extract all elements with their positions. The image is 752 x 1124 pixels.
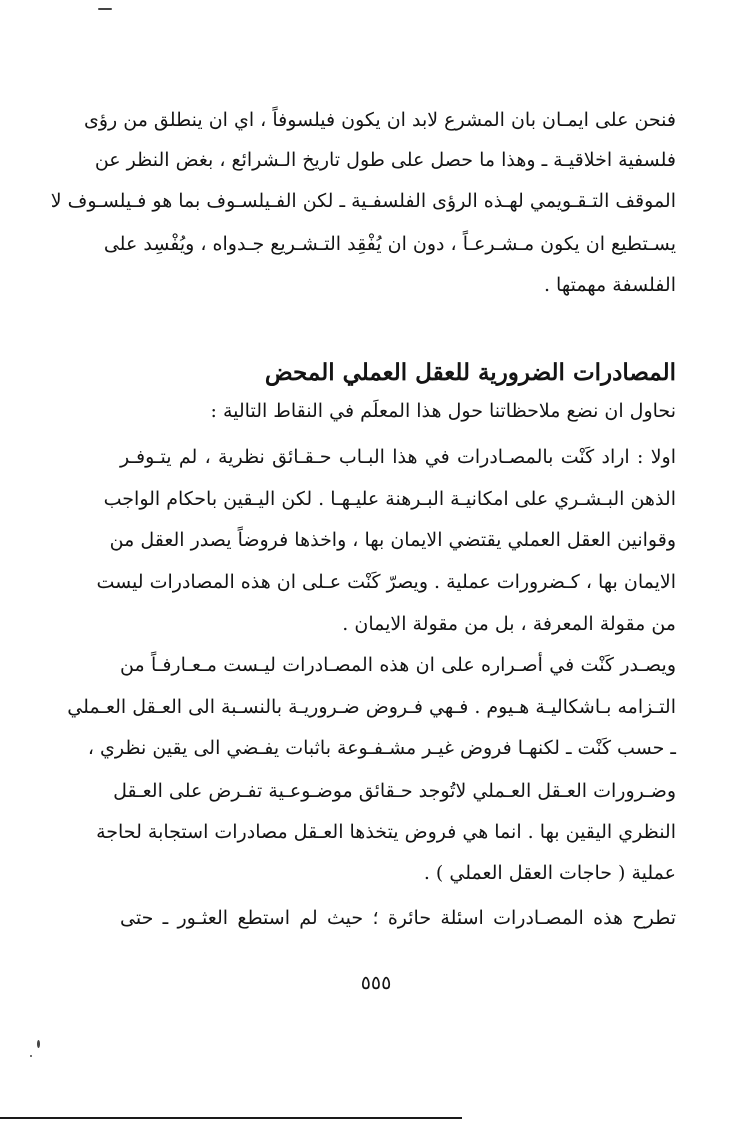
- paragraph-1-line-5: الفلسفة مهمتها .: [543, 274, 676, 296]
- paragraph-2-line-3: وقوانين العقل العملي يقتضي الايمان بها ، واخذها فروضاً يصدر العقل من: [109, 529, 676, 551]
- section-heading: المصادرات الضرورية للعقل العملي المحض: [264, 359, 676, 386]
- paragraph-1-line-1: فنحن على ايمـان بان المشرع لابد ان يكون فيلسوفاً ، اي ان ينطلق من رؤى: [83, 109, 676, 131]
- paragraph-1-line-3: الموقف التـقـويمي لهـذه الرؤى الفلسفـية ـ لكن الفـيلسـوف بما هو فـيلسـوف لا: [50, 190, 676, 212]
- page-number: ٥٥٥: [360, 972, 392, 994]
- paragraph-1-line-4: يسـتطيع ان يكون مـشـرعـاً ، دون ان يُفْقِد التـشـريع جـدواه ، ويُفْسِد على: [103, 233, 676, 255]
- paragraph-2-line-1: اولا : اراد كَنْت بالمصـادرات في هذا البـاب حـقـائق نظرية ، لم يتـوفـر: [120, 446, 676, 468]
- page-edge-rule: [0, 1117, 462, 1119]
- scan-speck: [30, 1055, 32, 1057]
- intro-line: نحاول ان نضع ملاحظاتنا حول هذا المعلَم في النقاط التالية :: [210, 400, 676, 422]
- paragraph-3-line-4: وضـرورات العـقل العـملي لاتُوجد حـقائق موضـوعـية تفـرض على العـقل: [113, 780, 676, 802]
- paragraph-3-line-3: ـ حسب كَنْت ـ لكنهـا فروض غيـر مشـفـوعة باثبات يفـضي الى يقين نظري ،: [87, 737, 676, 759]
- scan-speck: [37, 1040, 40, 1048]
- paragraph-1-line-2: فلسفية اخلاقيـة ـ وهذا ما حصل على طول تاريخ الـشرائع ، بغض النظر عن: [94, 149, 676, 171]
- paragraph-3-line-2: التـزامه بـاشكاليـة هـيوم . فـهي فـروض ضـروريـة بالنسـبة الى العـقل العـملي: [67, 696, 676, 718]
- paragraph-3-line-5: النظري اليقين بها . انما هي فروض يتخذها العـقل مصادرات استجابة لحاجة: [96, 821, 676, 843]
- paragraph-4-line-1: تطرح هذه المصـادرات اسئلة حائرة ؛ حيث لم استطع العثـور ـ حتى: [120, 907, 676, 929]
- paragraph-2-line-5: من مقولة المعرفة ، بل من مقولة الايمان .: [342, 613, 676, 635]
- paragraph-3-line-1: ويصـدر كَنْت في أصـراره على ان هذه المصـادرات ليـست مـعـارفـاً من: [120, 654, 676, 676]
- paragraph-3-line-6: عملية ( حاجات العقل العملي ) .: [423, 862, 676, 884]
- paragraph-2-line-2: الذهن البـشـري على امكانيـة البـرهنة عليـهـا . لكن اليـقين باحكام الواجب: [103, 488, 676, 510]
- paragraph-2-line-4: الايمان بها ، كـضرورات عملية . ويصرّ كَنْت عـلى ان هذه المصادرات ليست: [96, 571, 676, 593]
- scan-speck: [98, 8, 112, 10]
